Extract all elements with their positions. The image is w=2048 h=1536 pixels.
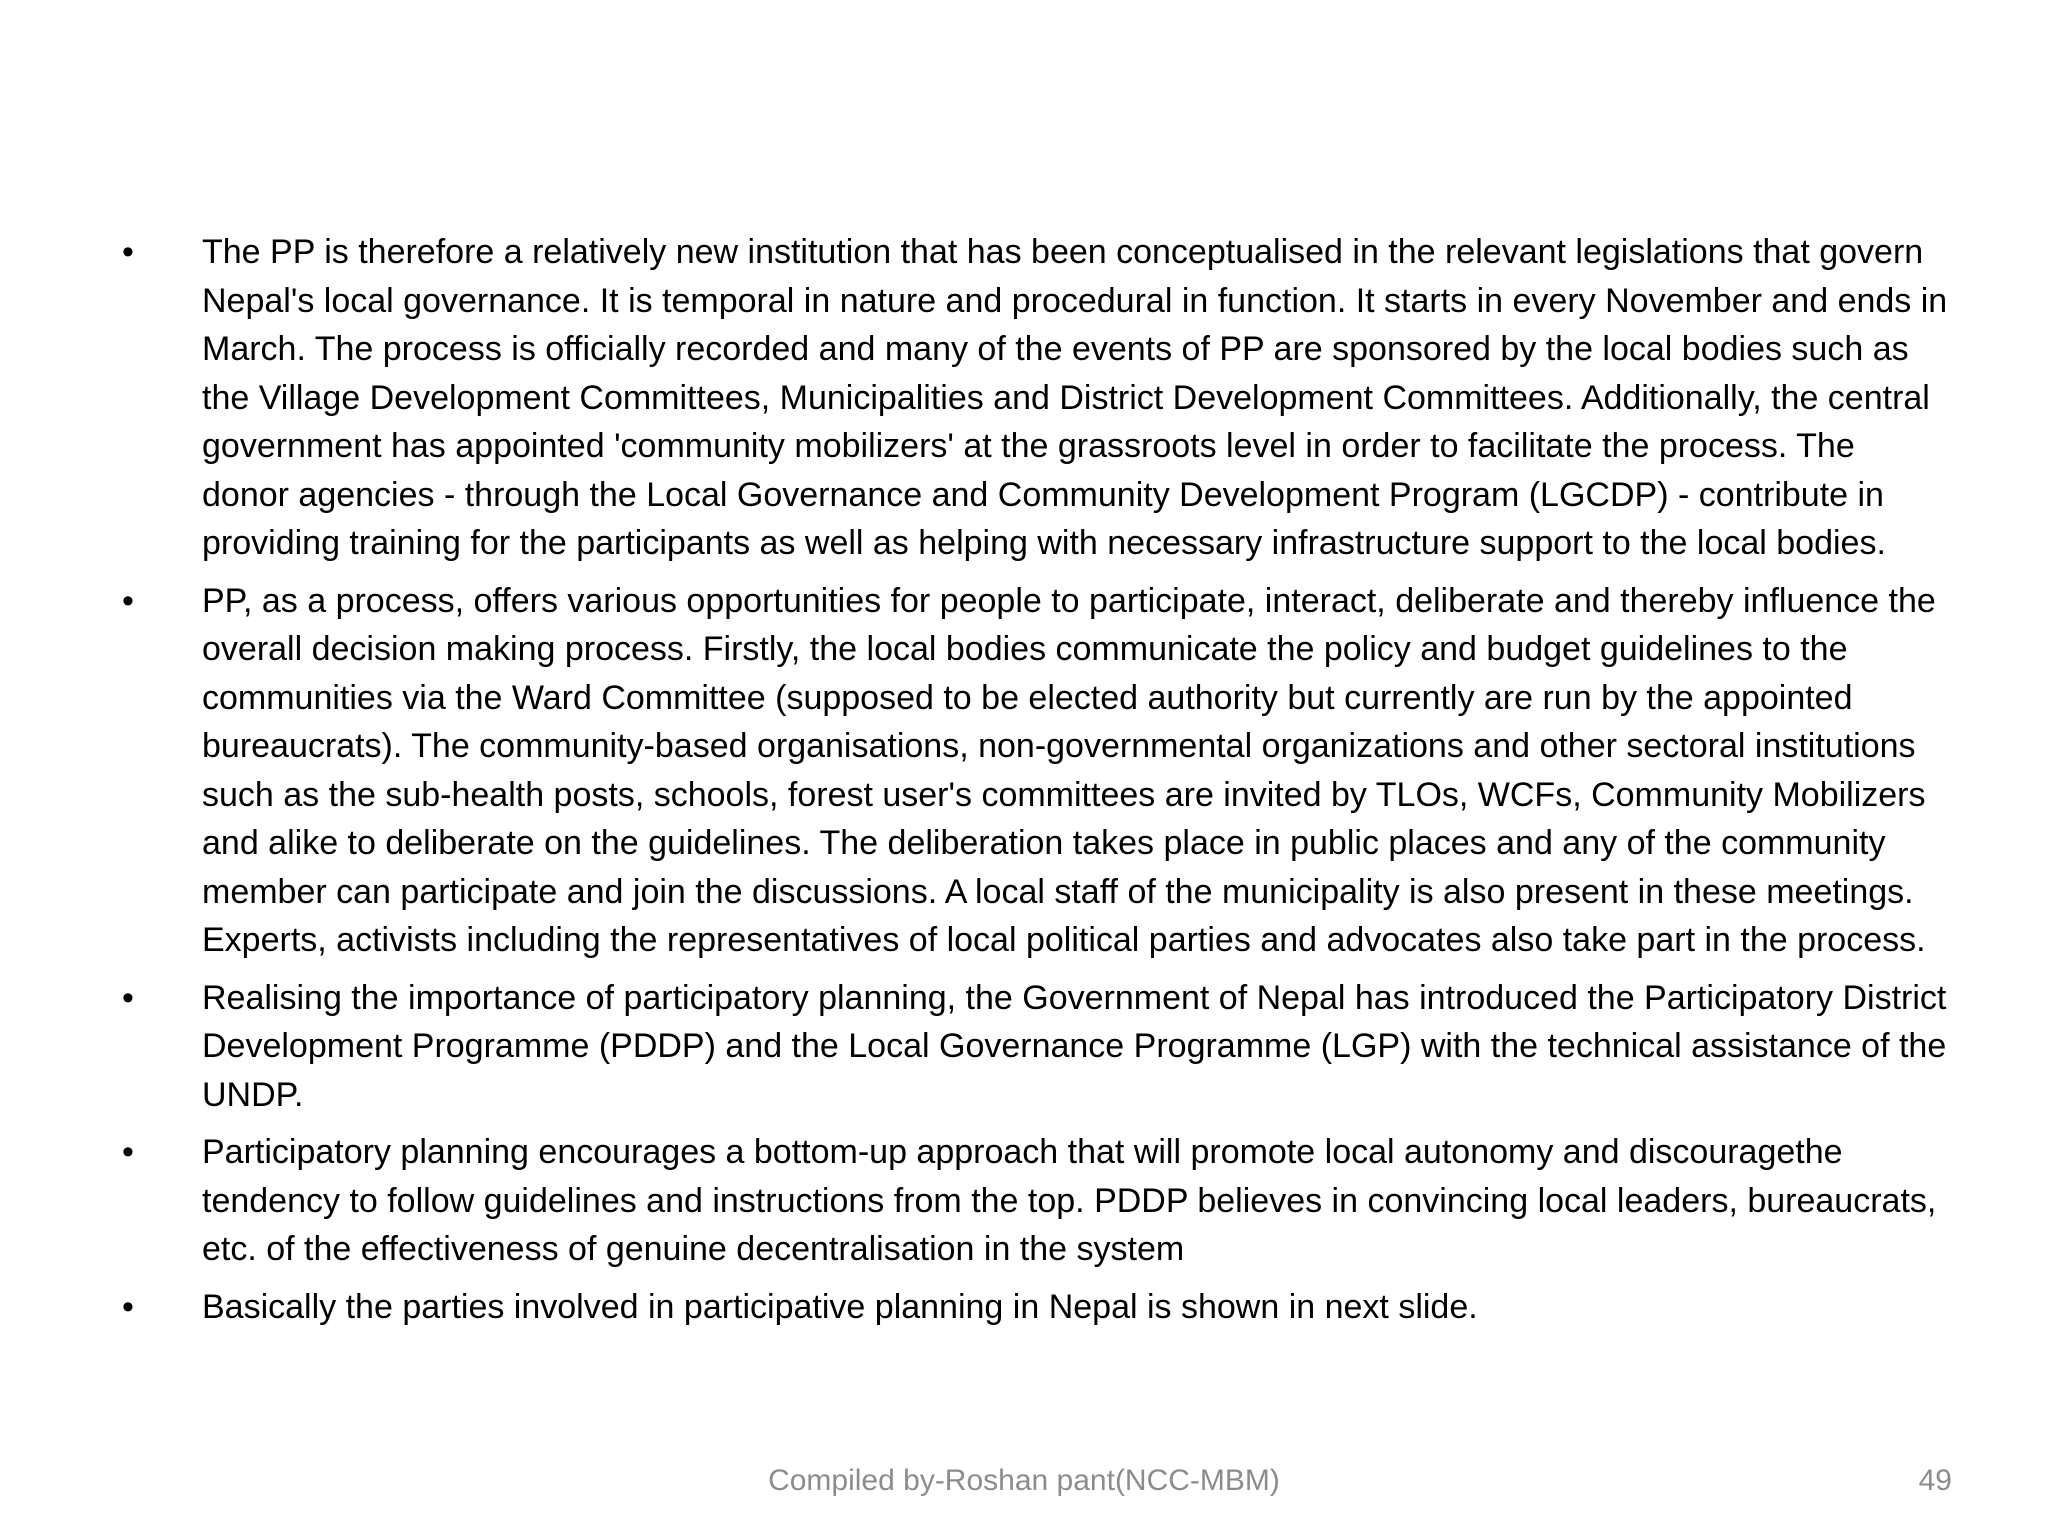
bullet-item bbox=[118, 1128, 1948, 1274]
bullet-marker: • bbox=[122, 978, 134, 1017]
bullet-item bbox=[118, 228, 1948, 568]
bullet-text: The PP is therefore a relatively new institution that has been conceptualised in the relevant legislations that govern Nepal's local governance. It is temporal in nature and procedural in function. It starts in every November and ends in March. The process is officially recorded and many of the events of PP are sponsored by the local bodies such as the Village Development Committees, Municipalities and District Development Committees. Additionally, the central government has appointed 'community mobilizers' at the grassroots level in order to facilitate the process. The donor agencies - through the Local Governance and Community Development Program (LGCDP) - contribute in providing training for the participants as well as helping with necessary infrastructure support to the local bodies. bbox=[202, 233, 1948, 562]
bullet-item bbox=[118, 577, 1948, 965]
bullet-text: PP, as a process, offers various opportunities for people to participate, interact, deliberate and thereby influence the overall decision making process. Firstly, the local bodies communicate the policy and budget guidelines to the communities via the Ward Committee (supposed to be elected authority but currently are run by the appointed bureaucrats). The community-based organisations, non-governmental organizations and other sectoral institutions such as the sub-health posts, schools, forest user's committees are invited by TLOs, WCFs, Community Mobilizers and alike to deliberate on the guidelines. The deliberation takes place in public places and any of the community member can participate and join the discussions. A local staff of the municipality is also present in these meetings. Experts, activists including the representatives of local political parties and advocates also take part in the process. bbox=[202, 581, 1936, 959]
bullet-marker: • bbox=[122, 1287, 134, 1326]
footer-credit: Compiled by-Roshan pant(NCC-MBM) bbox=[768, 1464, 1280, 1497]
bullet-marker: • bbox=[122, 1133, 134, 1171]
bullet-text: Realising the importance of participatory planning, the Government of Nepal has introduced the Participatory District Development Programme (PDDP) and the Local Governance Programme (LGP) with the technical assistance of the UNDP. bbox=[202, 978, 1947, 1114]
bullet-item bbox=[118, 1283, 1948, 1332]
bullet-list bbox=[118, 228, 1948, 1340]
bullet-item bbox=[118, 974, 1948, 1120]
bullet-text: Participatory planning encourages a bottom-up approach that will promote local autonomy and discouragethe tendency to follow guidelines and instructions from the top. PDDP believes in convincing local leaders, bureaucrats, etc. of the effectiveness of genuine decentralisation in the system bbox=[202, 1133, 1937, 1268]
bullet-marker: • bbox=[122, 581, 134, 620]
bullet-text: Basically the parties involved in participative planning in Nepal is shown in next slide. bbox=[202, 1287, 1478, 1326]
page-number: 49 bbox=[1918, 1464, 1952, 1497]
bullet-marker: • bbox=[122, 233, 134, 271]
